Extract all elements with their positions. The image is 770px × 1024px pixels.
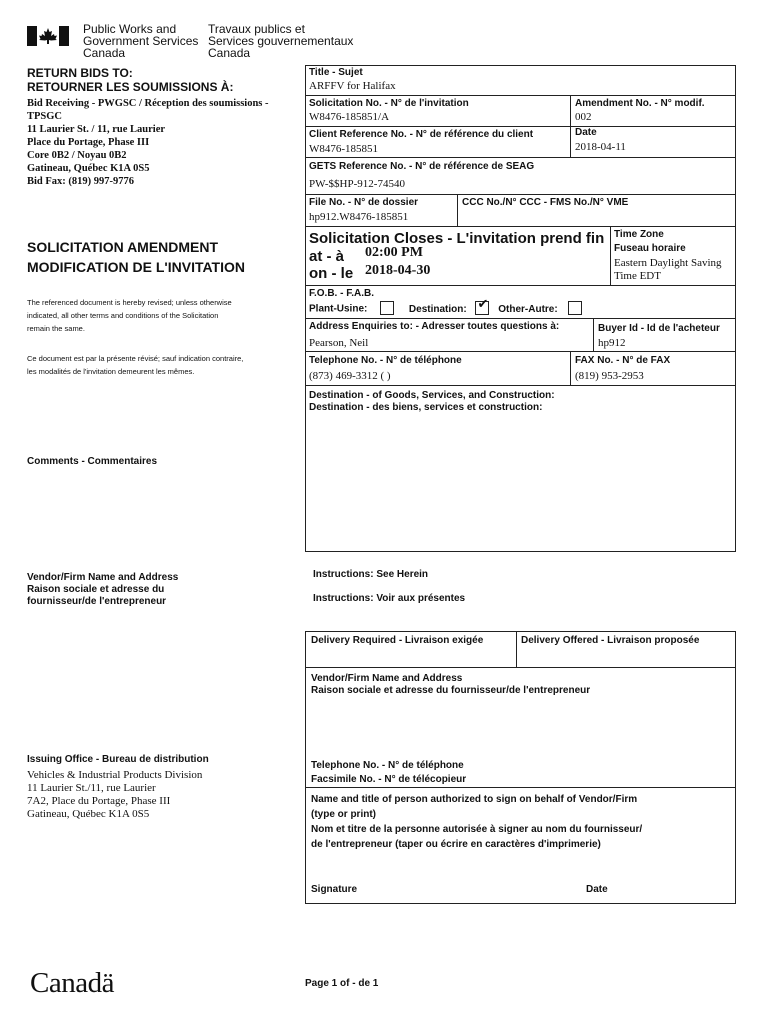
client-ref-label: Client Reference No. - N° de référence du client [309,129,534,140]
client-ref-value: W8476-185851 [309,143,379,155]
signature-date-label: Date [586,884,608,895]
other-autre-label: Other-Autre: [498,303,558,315]
delivery-required-label: Delivery Required - Livraison exigée [311,635,484,646]
on-label: on - le [309,265,354,282]
solicitation-no-label: Solicitation No. - N° de l'invitation [309,98,469,109]
file-no-value: hp912.W8476-185851 [309,211,409,223]
document-title: SOLICITATION AMENDMENT MODIFICATION DE L'INVITATION [27,239,245,275]
closing-date-value: 2018-04-30 [365,263,431,278]
title-label: Title - Sujet [309,67,363,78]
time-zone-label-fr: Fuseau horaire [614,243,686,254]
amendment-no-label: Amendment No. - N° modif. [575,98,705,109]
date-value: 2018-04-11 [575,141,626,153]
authorized-person-label: Name and title of person authorized to sign on behalf of Vendor/Firm (type or print) Nom et titre de la personne autorisée à signer au nom du fournisseur/ de l'entrepreneur (taper ou écrire en caractères d'imprimerie) [311,794,643,850]
notice-en: The referenced document is hereby revised; unless otherwise indicated, all other terms and conditions of the Solicitation remain the same. [27,298,232,333]
vendor-firm-label: Vendor/Firm Name and Address Raison sociale et adresse du fournisseur/de l'entrepreneur [27,572,179,607]
vendor-facsimile-label: Facsimile No. - N° de télécopieur [311,774,467,785]
file-no-label: File No. - N° de dossier [309,197,419,208]
instructions-en: Instructions: See Herein [313,569,429,580]
comments-label: Comments - Commentaires [27,456,158,467]
canada-wordmark-logo: Canadä [30,967,114,999]
return-bids-address: Bid Receiving - PWGSC / Réception des soumissions - TPSGC 11 Laurier St. / 11, rue Laurier Place du Portage, Phase III Core 0B2 / Noyau 0B2 Gatineau, Québec K1A 0S5 Bid Fax: (819) 997-9776 [27,98,269,187]
fax-value: (819) 953-2953 [575,370,644,382]
vendor-telephone-label: Telephone No. - N° de téléphone [311,760,464,771]
instructions-fr: Instructions: Voir aux présentes [313,593,466,604]
date-label: Date [575,127,597,138]
vendor-firm-name-label: Vendor/Firm Name and Address Raison sociale et adresse du fournisseur/de l'entrepreneur [311,673,591,696]
time-zone-value: Eastern Daylight Saving Time EDT [614,257,722,282]
gets-ref-label: GETS Reference No. - N° de référence de SEAG [309,161,535,172]
address-enquiries-value: Pearson, Neil [309,337,369,349]
title-value: ARFFV for Halifax [309,80,396,92]
telephone-label: Telephone No. - N° de téléphone [309,355,462,366]
issuing-office-label: Issuing Office - Bureau de distribution [27,754,209,765]
fob-options [309,302,582,316]
solicitation-no-value: W8476-185851/A [309,111,390,123]
buyer-id-label: Buyer Id - Id de l'acheteur [598,323,720,334]
destination-goods-label: Destination - of Goods, Services, and Construction: Destination - des biens, services et construction: [309,390,555,413]
plant-usine-label: Plant-Usine: [309,303,368,315]
signature-label: Signature [311,884,358,895]
buyer-id-value: hp912 [598,337,626,349]
delivery-offered-label: Delivery Offered - Livraison proposée [521,635,700,646]
return-bids-heading: RETURN BIDS TO: RETOURNER LES SOUMISSIONS À: [27,66,234,94]
destination-label: Destination: [408,303,467,315]
time-zone-label: Time Zone [614,229,664,240]
closing-time-value: 02:00 PM [365,245,423,260]
department-name-en: Public Works and Government Services Canada [83,22,199,60]
at-label: at - à [309,248,345,265]
page-number: Page 1 of - de 1 [305,978,379,989]
plant-usine-checkbox[interactable] [380,301,394,315]
fob-label: F.O.B. - F.A.B. [309,288,374,299]
other-autre-checkbox[interactable] [568,301,582,315]
address-enquiries-label: Address Enquiries to: - Adresser toutes questions à: [309,321,560,332]
canada-flag-logo [27,26,69,46]
gets-ref-value: PW-$$HP-912-74540 [309,178,405,190]
solicitation-closes-label: Solicitation Closes - L'invitation prend fin [309,230,605,247]
notice-fr: Ce document est par la présente révisé; sauf indication contraire, les modalités de l'invitation demeurent les mêmes. [27,354,244,376]
department-name-fr: Travaux publics et Services gouvernementaux Canada [208,22,354,60]
destination-checkbox[interactable] [475,301,489,315]
issuing-office-address: Vehicles & Industrial Products Division 11 Laurier St./11, rue Laurier 7A2, Place du Portage, Phase III Gatineau, Québec K1A 0S5 [27,769,203,820]
ccc-no-label: CCC No./N° CCC - FMS No./N° VME [462,197,629,208]
fax-label: FAX No. - N° de FAX [575,355,671,366]
amendment-no-value: 002 [575,111,592,123]
telephone-value: (873) 469-3312 ( ) [309,370,391,382]
